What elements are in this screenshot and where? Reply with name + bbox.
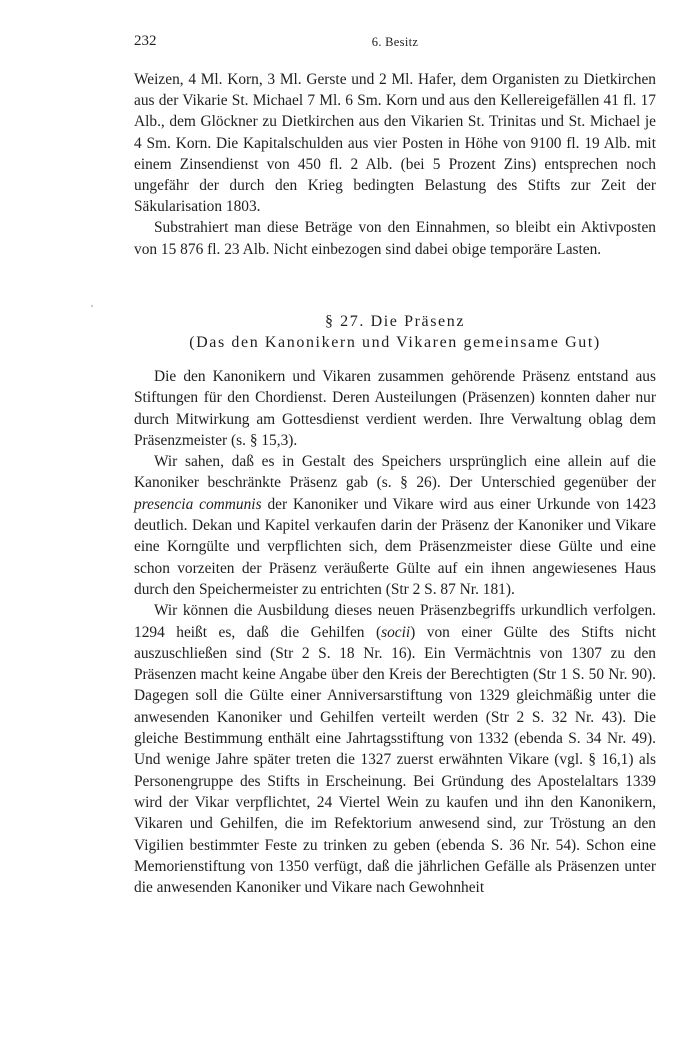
margin-mark [91, 305, 93, 307]
latin-term: socii [381, 623, 411, 641]
running-head: 6. Besitz [371, 35, 419, 49]
paragraph [134, 451, 656, 600]
latin-term: presencia communis [134, 495, 262, 513]
section-title: § 27. Die Präsenz [324, 313, 466, 330]
text-run: Wir sahen, daß es in Gestalt des Speichers ursprünglich eine allein auf die Kanoniker beschränkte Präsenz gab (s. § 26). Der Unterschied gegenüber der [134, 453, 656, 492]
paragraph: Substrahiert man diese Beträge von den Einnahmen, so bleibt ein Aktivposten von 15 876 fl. 23 Alb. Nicht einbezogen sind dabei obige temporäre Lasten. [134, 219, 656, 258]
intro-text [134, 69, 656, 260]
page-header [134, 30, 656, 52]
text-run: Wir können die Ausbildung dieses neuen Präsenzbegriffs urkundlich verfolgen. 1294 heißt es, daß die Gehilfen ( [134, 602, 656, 641]
section-subtitle: (Das den Kanonikern und Vikaren gemeinsame Gut) [189, 334, 601, 351]
paragraph [134, 600, 656, 898]
section-text [134, 366, 656, 898]
paragraph: Weizen, 4 Ml. Korn, 3 Ml. Gerste und 2 Ml. Hafer, dem Organisten zu Dietkirchen aus der Vikarie St. Michael 7 Ml. 6 Sm. Korn und aus den Kellereigefällen 41 fl. 17 Alb., dem Glöckner zu Dietkirchen aus den Vikarien St. Trinitas und St. Michael je 4 Sm. Korn. Die Kapitalschulden aus vier Posten in Höhe von 9100 fl. 19 Alb. mit einem Zinsendienst von 450 fl. 2 Alb. (bei 5 Prozent Zins) entsprechen noch ungefähr der durch den Krieg bedingten Belastung des Stifts zur Zeit der Säkularisation 1803. [134, 71, 656, 216]
text-run: der Kanoniker und Vikare wird aus einer Urkunde von 1423 deutlich. Dekan und Kapitel verkaufen darin der Präsenz der Kanoniker und Vikare eine Korngülte und verpflichten sich, dem Präsenzmeister diese Gülte und eine schon vorzeiten der Präsenz veräußerte Gülte auf ein ihnen angewiesenes Haus durch den Speichermeister zu entrichten (Str 2 S. 87 Nr. 181). [134, 495, 656, 598]
page-number: 232 [134, 33, 157, 49]
section-heading [134, 311, 656, 353]
paragraph: Die den Kanonikern und Vikaren zusammen gehörende Präsenz entstand aus Stiftungen für den Chordienst. Deren Austeilungen (Präsenzen) konnten daher nur durch Mitwirkung am Gottesdienst verdient werden. Ihre Verwaltung oblag dem Präsenzmeister (s. § 15,3). [134, 368, 656, 449]
text-run: ) von einer Gülte des Stifts nicht auszuschließen sind (Str 2 S. 18 Nr. 16). Ein Vermächtnis von 1307 zu den Präsenzen macht keine Angabe über den Kreis der Berechtigten (Str 1 S. 50 Nr. 90). Dagegen soll die Gülte einer Anniversarstiftung von 1329 gleichmäßig unter die anwesenden Kanoniker und Gehilfen verteilt werden (Str 2 S. 32 Nr. 43). Die gleiche Bestimmung enthält eine Jahrtagsstiftung von 1332 (ebenda S. 34 Nr. 49). Und wenige Jahre später treten die 1327 zuerst erwähnten Vikare (vgl. § 16,1) als Personengruppe des Stifts in Erscheinung. Bei Gründung des Apostelaltars 1339 wird der Vikar verpflichtet, 24 Viertel Wein zu kaufen und ihn den Kanonikern, Vikaren und Gehilfen, die im Refektorium anwesend sind, zur Tröstung an den Vigilien bestimmter Feste zu trinken zu geben (ebenda S. 36 Nr. 54). Schon eine Memorienstiftung von 1350 verfügt, daß die jährlichen Gefälle als Präsenzen unter die anwesenden Kanoniker und Vikare nach Gewohnheit [134, 623, 656, 897]
